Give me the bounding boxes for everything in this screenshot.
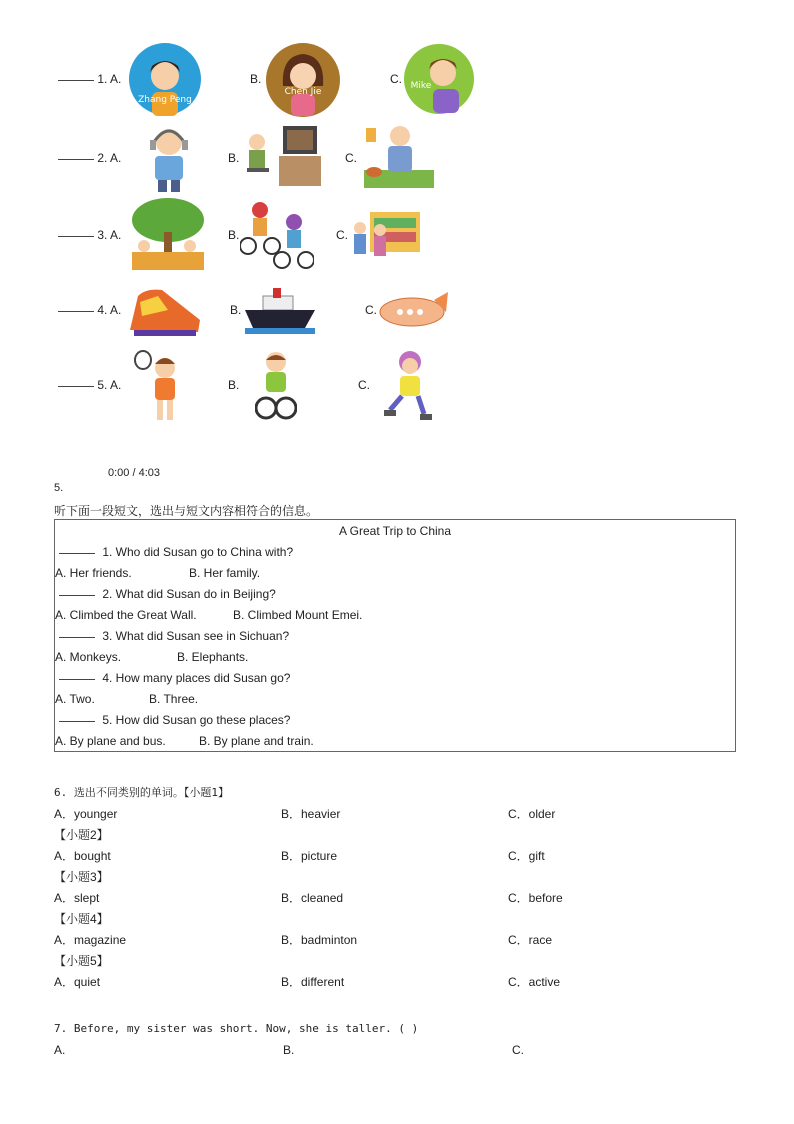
boy-riding-bike-image xyxy=(255,350,297,422)
answer-blank[interactable] xyxy=(58,385,94,387)
row-2-c: C. xyxy=(345,151,357,165)
passage-option-2a: A. Climbed the Great Wall. xyxy=(55,608,197,622)
passage-title: A Great Trip to China xyxy=(338,524,452,538)
passage-option-4b: B. Three. xyxy=(149,692,199,706)
ship-image xyxy=(243,286,317,336)
passage-question-2: 2. What did Susan do in Beijing? xyxy=(55,587,276,601)
q7-heading: 7. Before, my sister was short. Now, she is taller. ( ) xyxy=(54,1022,419,1035)
row-3-b: B. xyxy=(228,228,240,242)
riding-bikes-image xyxy=(240,200,314,272)
row-4-label: 4. A. xyxy=(58,303,121,317)
passage-question-1: 1. Who did Susan go to China with? xyxy=(55,545,293,559)
q6-3-option-c[interactable]: C．before xyxy=(508,891,563,905)
q6-4-option-c[interactable]: C．race xyxy=(508,933,553,947)
answer-blank[interactable] xyxy=(58,235,94,237)
answer-blank[interactable] xyxy=(59,552,95,554)
q6-heading: 6. 选出不同类别的单词。【小题1】 xyxy=(54,786,229,799)
answer-blank[interactable] xyxy=(59,594,95,596)
q7-option-b[interactable]: B. xyxy=(283,1043,295,1057)
answer-blank[interactable] xyxy=(59,678,95,680)
boy-listening-music-image xyxy=(140,120,198,194)
plane-image xyxy=(378,290,452,334)
girl-skating-image xyxy=(378,348,440,422)
answer-blank[interactable] xyxy=(59,720,95,722)
q6-5-option-c[interactable]: C．active xyxy=(508,975,561,989)
train-image xyxy=(128,286,204,338)
answer-blank[interactable] xyxy=(58,158,94,160)
passage-question-4: 4. How many places did Susan go? xyxy=(55,671,290,685)
row-3-label: 3. A. xyxy=(58,228,121,242)
row-2-b: B. xyxy=(228,151,240,165)
passage-option-4a: A. Two. xyxy=(55,692,95,706)
row-4-c: C. xyxy=(365,303,377,317)
mike-avatar xyxy=(403,43,475,115)
answer-blank[interactable] xyxy=(58,79,94,81)
row-5-label: 5. A. xyxy=(58,378,121,392)
row-1-label: 1. A. xyxy=(58,72,121,86)
q6-3-option-a[interactable]: A．slept xyxy=(54,891,100,905)
passage-question-5: 5. How did Susan go these places? xyxy=(55,713,290,727)
q6-1-option-c[interactable]: C．older xyxy=(508,807,556,821)
q6-4-label: 【小题4】 xyxy=(54,912,109,926)
q5-number: 5. xyxy=(54,482,64,494)
row-5-b: B. xyxy=(228,378,240,392)
q5-instruction: 听下面一段短文，选出与短文内容相符合的信息。 xyxy=(54,504,319,518)
watching-tv-image xyxy=(243,122,323,188)
shopping-image xyxy=(350,210,422,264)
avatar-name-zhang-peng: Zhang Peng xyxy=(138,95,192,105)
q6-5-option-a[interactable]: A．quiet xyxy=(54,975,101,989)
q5-passage-box xyxy=(54,519,736,752)
avatar-name-chen-jie: Chen Jie xyxy=(284,87,322,97)
q6-5-label: 【小题5】 xyxy=(54,954,109,968)
audio-time: 0:00 / 4:03 xyxy=(108,467,160,479)
avatar-name-mike: Mike xyxy=(410,81,432,91)
passage-option-3b: B. Elephants. xyxy=(177,650,249,664)
passage-question-3: 3. What did Susan see in Sichuan? xyxy=(55,629,289,643)
q6-1-option-b[interactable]: B．heavier xyxy=(281,807,341,821)
passage-option-3a: A. Monkeys. xyxy=(55,650,122,664)
q6-4-option-b[interactable]: B．badminton xyxy=(281,933,358,947)
row-2-label: 2. A. xyxy=(58,151,121,165)
chen-jie-avatar xyxy=(265,42,341,118)
answer-blank[interactable] xyxy=(58,310,94,312)
q6-2-option-c[interactable]: C．gift xyxy=(508,849,545,863)
row-4-b: B. xyxy=(230,303,242,317)
q6-2-option-b[interactable]: B．picture xyxy=(281,849,338,863)
q6-5-option-b[interactable]: B．different xyxy=(281,975,345,989)
passage-option-5b: B. By plane and train. xyxy=(199,734,314,748)
row-1-c: C. xyxy=(390,72,402,86)
q6-3-label: 【小题3】 xyxy=(54,870,109,884)
answer-blank[interactable] xyxy=(59,636,95,638)
q7-option-a[interactable]: A. xyxy=(54,1043,66,1057)
boy-badminton-image xyxy=(133,350,193,424)
q6-3-option-b[interactable]: B．cleaned xyxy=(281,891,344,905)
passage-option-2b: B. Climbed Mount Emei. xyxy=(233,608,363,622)
passage-option-1a: A. Her friends. xyxy=(55,566,132,580)
picnic-under-tree-image xyxy=(128,196,208,274)
q6-2-option-a[interactable]: A．bought xyxy=(54,849,111,863)
passage-option-5a: A. By plane and bus. xyxy=(55,734,166,748)
boy-eating-image xyxy=(360,122,436,190)
row-5-c: C. xyxy=(358,378,370,392)
q6-1-option-a[interactable]: A．younger xyxy=(54,807,118,821)
row-3-c: C. xyxy=(336,228,348,242)
passage-option-1b: B. Her family. xyxy=(189,566,261,580)
zhang-peng-avatar xyxy=(128,42,202,116)
row-1-b: B. xyxy=(250,72,262,86)
q6-4-option-a[interactable]: A．magazine xyxy=(54,933,127,947)
q6-2-label: 【小题2】 xyxy=(54,828,109,842)
q7-option-c[interactable]: C. xyxy=(512,1043,524,1057)
